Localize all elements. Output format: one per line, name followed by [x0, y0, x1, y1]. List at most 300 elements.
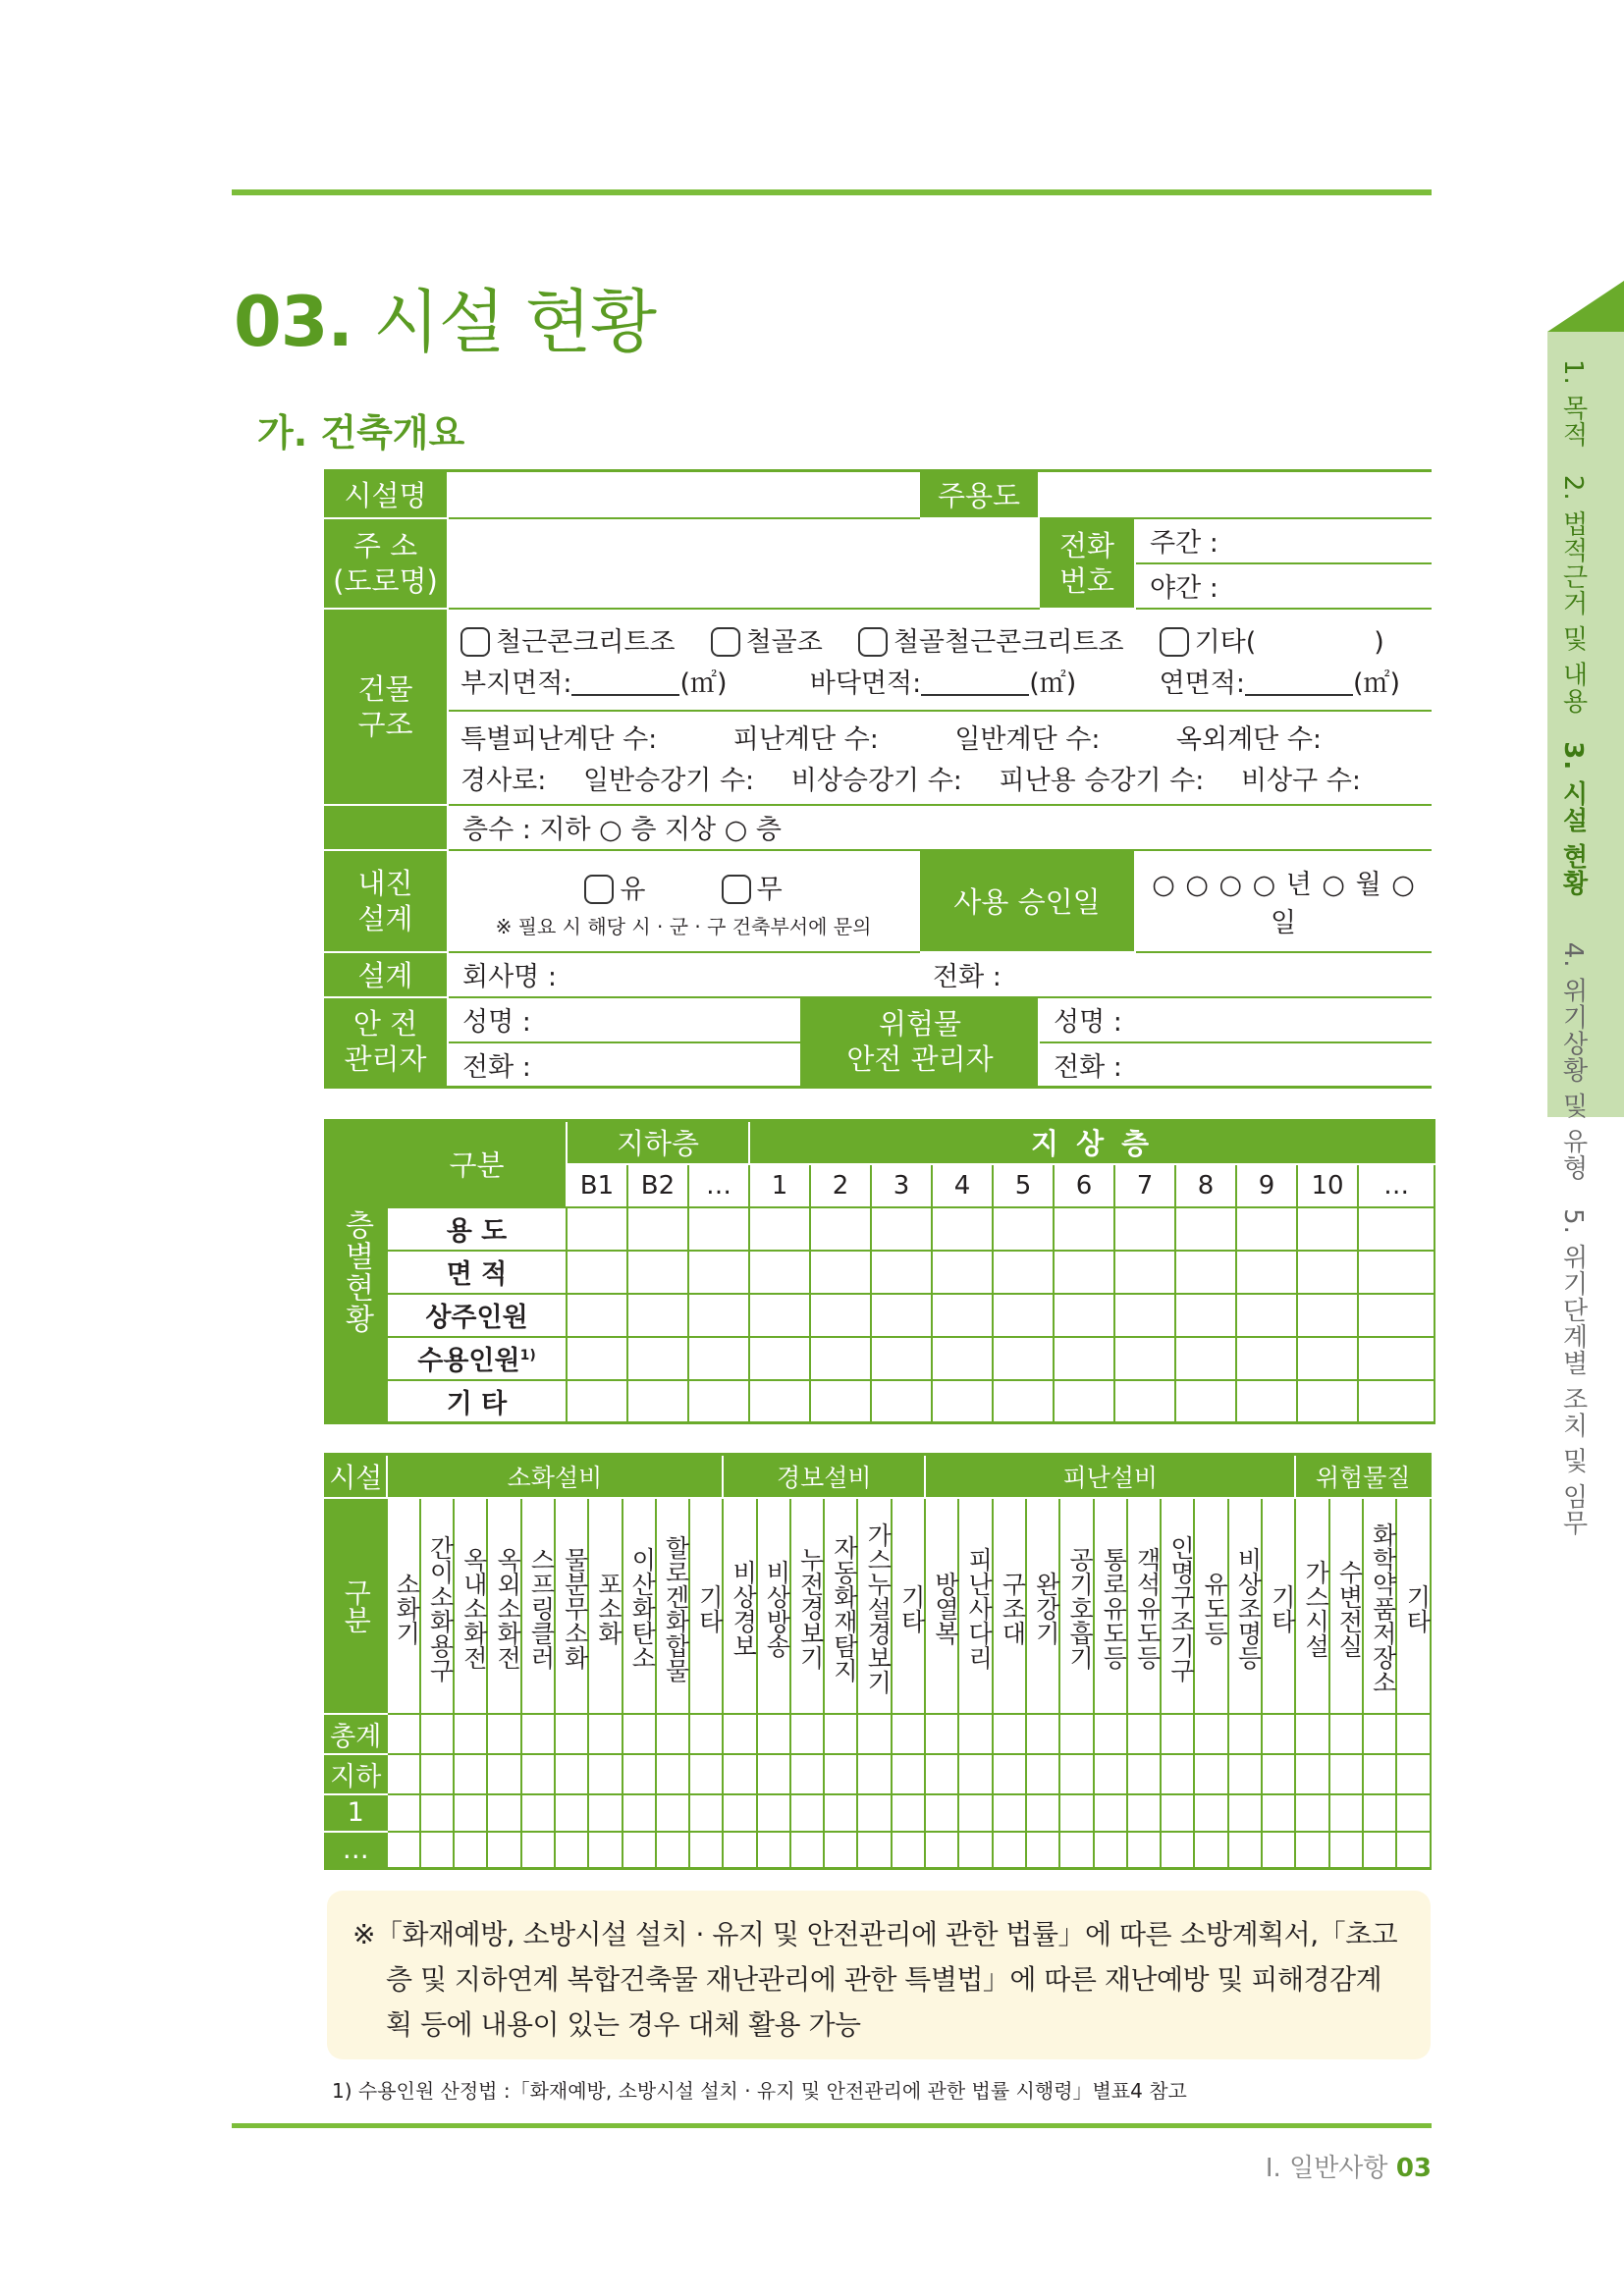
facility-cell[interactable] — [555, 1794, 588, 1832]
facility-cell[interactable] — [555, 1832, 588, 1869]
floor-area-field[interactable] — [810, 662, 1077, 700]
facility-cell[interactable] — [656, 1754, 689, 1794]
facility-cell[interactable] — [420, 1754, 454, 1794]
facility-cell[interactable] — [1026, 1754, 1059, 1794]
floor-cell[interactable] — [871, 1380, 932, 1423]
facility-cell[interactable] — [1161, 1714, 1194, 1754]
floor-row-label: 용 도 — [387, 1207, 567, 1251]
floor-cell[interactable] — [567, 1337, 627, 1380]
side-tab-item-2[interactable]: 2. 법적근거 및 내용 — [1558, 474, 1588, 715]
facility-cell[interactable] — [857, 1754, 891, 1794]
facility-cell[interactable] — [487, 1754, 520, 1794]
facility-cell[interactable] — [993, 1714, 1026, 1754]
facility-row-label: 1 — [325, 1794, 387, 1832]
facility-cell[interactable] — [555, 1714, 588, 1754]
floor-cell[interactable] — [932, 1337, 993, 1380]
facility-cell[interactable] — [892, 1832, 925, 1869]
facility-cell[interactable] — [1396, 1714, 1431, 1754]
floor-cell[interactable] — [749, 1294, 810, 1337]
facility-cell[interactable] — [1059, 1832, 1093, 1869]
facility-column-header: 누전경보기 — [790, 1498, 824, 1714]
facility-cell[interactable] — [757, 1714, 790, 1754]
facility-cell[interactable] — [387, 1754, 420, 1794]
floor-cell[interactable] — [1054, 1337, 1114, 1380]
facility-cell[interactable] — [1363, 1832, 1396, 1869]
ground-col-7: 7 — [1114, 1164, 1175, 1207]
facility-cell[interactable] — [521, 1754, 555, 1794]
facility-cell[interactable] — [1127, 1832, 1161, 1869]
site-area-field[interactable] — [460, 662, 728, 700]
note-text: ※「화재예방, 소방시설 설치 · 유지 및 안전관리에 관한 법률」에 따른 소방계획서,「초고층 및 지하연계 복합건축물 재난관리에 관한 특별법」에 따른 재난예방 및 피해경감계획 등에 내용이 있는 경우 대체 활용 가능 — [352, 1918, 1398, 2041]
facility-cell[interactable] — [1262, 1714, 1295, 1754]
floor-row-use — [325, 1207, 1435, 1251]
basement-col-b2: B2 — [627, 1164, 688, 1207]
facility-cell[interactable] — [387, 1794, 420, 1832]
floor-cell[interactable] — [871, 1251, 932, 1294]
facility-cell[interactable] — [1194, 1714, 1227, 1754]
facility-cell[interactable] — [958, 1832, 992, 1869]
facility-cell[interactable] — [1127, 1754, 1161, 1794]
facility-cell[interactable] — [790, 1832, 824, 1869]
structure-label-line2: 구조 — [357, 707, 413, 741]
floor-cell[interactable] — [810, 1380, 871, 1423]
facility-cell[interactable] — [1026, 1714, 1059, 1754]
elevator-field[interactable]: 일반승강기 수: — [582, 766, 755, 796]
floor-cell[interactable] — [1114, 1294, 1175, 1337]
facility-cell[interactable] — [454, 1714, 487, 1754]
facility-cell[interactable] — [958, 1754, 992, 1794]
seismic-label — [324, 850, 448, 952]
facility-cell[interactable] — [1059, 1754, 1093, 1794]
floor-cell[interactable] — [749, 1207, 810, 1251]
ground-header: 지 상 층 — [749, 1121, 1435, 1164]
floor-cell[interactable] — [627, 1294, 688, 1337]
ramp-field[interactable]: 경사로: — [460, 766, 547, 796]
floor-cell[interactable] — [993, 1380, 1054, 1423]
facility-cell[interactable] — [757, 1794, 790, 1832]
approval-date-value[interactable]: ○ ○ ○ ○ 년 ○ 월 ○ 일 — [1135, 850, 1432, 952]
seismic-yes-checkbox[interactable] — [584, 875, 614, 904]
facility-cell[interactable] — [824, 1714, 857, 1754]
floor-cell[interactable] — [1114, 1337, 1175, 1380]
floor-cell[interactable] — [688, 1251, 749, 1294]
facility-cell[interactable] — [790, 1754, 824, 1794]
floor-cell[interactable] — [932, 1380, 993, 1423]
facility-cell[interactable] — [857, 1832, 891, 1869]
side-tab-item-4[interactable]: 4. 위기상황 및 유형 — [1558, 941, 1588, 1182]
facility-cell[interactable] — [958, 1714, 992, 1754]
floor-cell[interactable] — [810, 1337, 871, 1380]
facility-cell[interactable] — [588, 1832, 622, 1869]
floor-cell[interactable] — [1175, 1294, 1236, 1337]
facility-cell[interactable] — [454, 1754, 487, 1794]
facility-cell[interactable] — [1026, 1832, 1059, 1869]
facility-column-header: 물분무소화 — [555, 1498, 588, 1714]
day-phone-field[interactable]: 주간 : — [1135, 518, 1432, 563]
footnote: 1) 수용인원 산정법 :「화재예방, 소방시설 설치 · 유지 및 안전관리에 관한 법률 시행령」별표4 참고 — [332, 2079, 1187, 2103]
facility-cell[interactable] — [925, 1754, 958, 1794]
facility-cell[interactable] — [1329, 1754, 1363, 1794]
seismic-yes[interactable] — [584, 875, 645, 905]
chapter-side-tab — [1547, 281, 1624, 1536]
seismic-cell — [448, 850, 919, 952]
facility-cell[interactable] — [1059, 1794, 1093, 1832]
facility-cell[interactable] — [1026, 1794, 1059, 1832]
floor-cell[interactable] — [1175, 1251, 1236, 1294]
facility-cell[interactable] — [555, 1754, 588, 1794]
facility-cell[interactable] — [1262, 1754, 1295, 1794]
floor-area-unit: (㎡) — [1029, 668, 1077, 699]
floor-cell[interactable] — [1236, 1380, 1297, 1423]
facility-cell[interactable] — [1127, 1714, 1161, 1754]
night-phone-field[interactable]: 야간 : — [1135, 563, 1432, 609]
approval-date-label: 사용 승인일 — [919, 850, 1135, 952]
floor-cell[interactable] — [1358, 1380, 1435, 1423]
address-field[interactable] — [448, 518, 1039, 609]
facility-cell[interactable] — [1094, 1832, 1127, 1869]
floor-cell[interactable] — [1114, 1380, 1175, 1423]
facility-cell[interactable] — [588, 1714, 622, 1754]
facility-cell[interactable] — [1161, 1832, 1194, 1869]
floor-row-area — [325, 1251, 1435, 1294]
other-label: 기타( — [1194, 627, 1257, 658]
facility-column-header: 이산화탄소 — [623, 1498, 656, 1714]
other-checkbox[interactable] — [1160, 627, 1189, 657]
facility-cell[interactable] — [1262, 1794, 1295, 1832]
facility-cell[interactable] — [1059, 1714, 1093, 1754]
total-area-label: 연면적: — [1159, 668, 1245, 699]
hazmat-label-line1: 위험물 — [878, 1007, 962, 1041]
facility-cell[interactable] — [487, 1714, 520, 1754]
floor-cell[interactable] — [810, 1251, 871, 1294]
facility-cell[interactable] — [387, 1832, 420, 1869]
facility-cell[interactable] — [892, 1794, 925, 1832]
facility-cell[interactable] — [1094, 1794, 1127, 1832]
structure-type-other[interactable] — [1160, 620, 1384, 659]
emergency-exit-field[interactable]: 비상구 수: — [1240, 766, 1361, 796]
facility-cell[interactable] — [689, 1794, 723, 1832]
floor-cell[interactable] — [627, 1337, 688, 1380]
facility-cell[interactable] — [623, 1794, 656, 1832]
floor-cell[interactable] — [810, 1294, 871, 1337]
floor-cell[interactable] — [932, 1294, 993, 1337]
floor-cell[interactable] — [810, 1207, 871, 1251]
facility-cell[interactable] — [824, 1754, 857, 1794]
floor-cell[interactable] — [1114, 1207, 1175, 1251]
floor-cell[interactable] — [749, 1251, 810, 1294]
floor-cell[interactable] — [993, 1207, 1054, 1251]
group-alarm: 경보설비 — [723, 1455, 925, 1498]
facility-column-header: 간이소화용구 — [420, 1498, 454, 1714]
floor-cell[interactable] — [993, 1251, 1054, 1294]
facility-cell[interactable] — [1396, 1754, 1431, 1794]
facility-cell[interactable] — [1363, 1754, 1396, 1794]
floor-cell[interactable] — [567, 1207, 627, 1251]
facility-column-header: 가스누설경보기 — [857, 1498, 891, 1714]
facility-cell[interactable] — [420, 1832, 454, 1869]
structure-type-steel[interactable] — [711, 620, 823, 659]
facility-cell[interactable] — [689, 1832, 723, 1869]
facility-cell[interactable] — [1094, 1754, 1127, 1794]
side-tab-item-3[interactable]: 3. 시설 현황 — [1558, 741, 1588, 897]
floor-cell[interactable] — [871, 1207, 932, 1251]
facility-cell[interactable] — [521, 1794, 555, 1832]
section-number: 03. — [234, 282, 353, 362]
section-title-text: 시설 현황 — [373, 282, 657, 362]
floor-cell[interactable] — [1236, 1294, 1297, 1337]
phone-label-line1: 전화 — [1059, 528, 1115, 562]
group-fire-extinguishing: 소화설비 — [387, 1455, 724, 1498]
structure-type-src[interactable] — [858, 620, 1124, 659]
floor-cell[interactable] — [1297, 1251, 1358, 1294]
seismic-no-label: 무 — [756, 875, 783, 905]
facility-cell[interactable] — [892, 1754, 925, 1794]
facility-cell[interactable] — [757, 1832, 790, 1869]
facility-name-field[interactable] — [448, 471, 919, 518]
company-field[interactable]: 회사명 : — [448, 952, 919, 997]
total-area-field[interactable] — [1160, 662, 1400, 700]
hazmat-phone-field[interactable]: 전화 : — [1039, 1042, 1432, 1088]
note-box — [327, 1891, 1431, 2059]
facility-cell[interactable] — [1295, 1794, 1328, 1832]
ground-col-8: 8 — [1175, 1164, 1236, 1207]
facility-cell[interactable] — [1396, 1832, 1431, 1869]
floor-cell[interactable] — [1054, 1380, 1114, 1423]
facility-cell[interactable] — [588, 1754, 622, 1794]
facility-cell[interactable] — [857, 1714, 891, 1754]
seismic-yes-label: 유 — [620, 875, 646, 905]
facility-row-label: 지하 — [325, 1754, 387, 1794]
facility-cell[interactable] — [958, 1794, 992, 1832]
facility-cell[interactable] — [454, 1794, 487, 1832]
facility-cell[interactable] — [790, 1794, 824, 1832]
floor-cell[interactable] — [627, 1380, 688, 1423]
outdoor-stairs-field[interactable]: 옥외계단 수: — [1175, 724, 1322, 755]
facility-column-header: 객석유도등 — [1127, 1498, 1161, 1714]
floor-cell[interactable] — [871, 1337, 932, 1380]
floor-row-residents — [325, 1294, 1435, 1337]
floors-count-field[interactable]: 층수 : 지하 ○ 층 지상 ○ 층 — [448, 805, 1432, 850]
facility-cell[interactable] — [656, 1794, 689, 1832]
normal-stairs-field[interactable]: 일반계단 수: — [954, 724, 1101, 755]
floor-cell[interactable] — [1297, 1207, 1358, 1251]
facility-cell[interactable] — [1295, 1754, 1328, 1794]
facility-column-header: 가스시설 — [1295, 1498, 1328, 1714]
floor-row-label: 상주인원 — [387, 1294, 567, 1337]
floor-cell[interactable] — [1175, 1207, 1236, 1251]
facility-cell[interactable] — [723, 1832, 756, 1869]
facility-cell[interactable] — [487, 1832, 520, 1869]
facility-column-header: 할로겐화합물 — [656, 1498, 689, 1714]
facility-data-row — [325, 1832, 1431, 1869]
facility-cell[interactable] — [790, 1714, 824, 1754]
facility-cell[interactable] — [1396, 1794, 1431, 1832]
facility-cell[interactable] — [757, 1754, 790, 1794]
floor-cell[interactable] — [993, 1337, 1054, 1380]
facility-cell[interactable] — [623, 1832, 656, 1869]
facility-cell[interactable] — [1329, 1794, 1363, 1832]
ground-col-5: 5 — [993, 1164, 1054, 1207]
facility-cell[interactable] — [1094, 1714, 1127, 1754]
facility-cell[interactable] — [1329, 1714, 1363, 1754]
steel-checkbox[interactable] — [711, 627, 740, 657]
structure-label-cont — [324, 805, 448, 850]
floor-cell[interactable] — [567, 1380, 627, 1423]
facility-cell[interactable] — [1295, 1832, 1328, 1869]
floor-cell[interactable] — [932, 1251, 993, 1294]
evac-stairs-field[interactable]: 피난계단 수: — [732, 724, 879, 755]
evac-elevator-field[interactable]: 피난용 승강기 수: — [999, 766, 1205, 796]
stairs-cell — [448, 711, 1432, 805]
side-tab-nav — [1555, 359, 1592, 1536]
design-label: 설계 — [324, 952, 448, 997]
facility-cell[interactable] — [824, 1794, 857, 1832]
structure-type-rc[interactable] — [460, 620, 676, 659]
facility-cell[interactable] — [588, 1794, 622, 1832]
floor-cell[interactable] — [1236, 1207, 1297, 1251]
floor-cell[interactable] — [1297, 1380, 1358, 1423]
facility-cell[interactable] — [1228, 1832, 1262, 1869]
floor-cell[interactable] — [567, 1294, 627, 1337]
facility-cell[interactable] — [892, 1714, 925, 1754]
seismic-label-line1: 내진 — [357, 866, 413, 900]
facility-cell[interactable] — [993, 1794, 1026, 1832]
facility-cell[interactable] — [723, 1754, 756, 1794]
floor-cell[interactable] — [932, 1207, 993, 1251]
facility-cell[interactable] — [723, 1714, 756, 1754]
floor-cell[interactable] — [627, 1251, 688, 1294]
floor-row-other — [325, 1380, 1435, 1423]
facility-cell[interactable] — [1161, 1754, 1194, 1794]
seismic-no-checkbox[interactable] — [722, 875, 751, 904]
group-hazardous: 위험물질 — [1295, 1455, 1431, 1498]
floor-cell[interactable] — [627, 1207, 688, 1251]
facility-cell[interactable] — [1228, 1714, 1262, 1754]
facility-cell[interactable] — [1262, 1832, 1295, 1869]
floor-cell[interactable] — [749, 1380, 810, 1423]
facility-cell[interactable] — [1194, 1754, 1227, 1794]
facility-column-header: 스프링클러 — [521, 1498, 555, 1714]
phone-number-label — [1039, 518, 1135, 609]
facility-cell[interactable] — [521, 1832, 555, 1869]
facility-cell[interactable] — [420, 1794, 454, 1832]
floor-cell[interactable] — [1054, 1207, 1114, 1251]
facility-cell[interactable] — [454, 1832, 487, 1869]
floor-cell[interactable] — [1358, 1337, 1435, 1380]
facility-cell[interactable] — [925, 1714, 958, 1754]
floor-cell[interactable] — [1054, 1251, 1114, 1294]
side-tab-item-5[interactable]: 5. 위기단계별 조치 및 임무 — [1558, 1208, 1588, 1536]
ground-col-1: 1 — [749, 1164, 810, 1207]
facility-cell[interactable] — [1363, 1714, 1396, 1754]
facility-cell[interactable] — [993, 1832, 1026, 1869]
ground-col-6: 6 — [1054, 1164, 1114, 1207]
address-label-line1: 주 소 — [352, 528, 418, 562]
facility-cell[interactable] — [925, 1832, 958, 1869]
floor-cell[interactable] — [1236, 1251, 1297, 1294]
facility-cell[interactable] — [1194, 1794, 1227, 1832]
facility-cell[interactable] — [1329, 1832, 1363, 1869]
facility-cell[interactable] — [1194, 1832, 1227, 1869]
floor-cell[interactable] — [1175, 1380, 1236, 1423]
floor-cell[interactable] — [688, 1207, 749, 1251]
floor-cell[interactable] — [993, 1294, 1054, 1337]
facility-cell[interactable] — [723, 1794, 756, 1832]
side-tab-item-1[interactable]: 1. 목적 — [1558, 359, 1588, 449]
design-phone-field[interactable]: 전화 : — [919, 952, 1432, 997]
floor-status-side-label: 층별현황 — [325, 1121, 387, 1423]
floor-cell[interactable] — [871, 1294, 932, 1337]
floor-cell[interactable] — [688, 1294, 749, 1337]
floor-cell[interactable] — [688, 1380, 749, 1423]
facility-cell[interactable] — [623, 1754, 656, 1794]
facility-column-header: 방열복 — [925, 1498, 958, 1714]
main-use-field[interactable] — [1039, 471, 1432, 518]
floor-cell[interactable] — [1358, 1251, 1435, 1294]
basement-header: 지하층 — [567, 1121, 749, 1164]
facility-cell[interactable] — [656, 1832, 689, 1869]
special-stairs-field[interactable]: 특별피난계단 수: — [460, 724, 658, 755]
facility-cell[interactable] — [387, 1714, 420, 1754]
floor-cell[interactable] — [1297, 1337, 1358, 1380]
floor-cell[interactable] — [567, 1251, 627, 1294]
floor-cell[interactable] — [1114, 1251, 1175, 1294]
safety-phone-field[interactable]: 전화 : — [448, 1042, 801, 1088]
safety-name-field[interactable]: 성명 : — [448, 997, 801, 1042]
emergency-elevator-field[interactable]: 비상승강기 수: — [790, 766, 962, 796]
facility-column-header: 완강기 — [1026, 1498, 1059, 1714]
structure-types-cell — [448, 609, 1432, 711]
facility-data-row — [325, 1714, 1431, 1754]
facility-cell[interactable] — [689, 1714, 723, 1754]
floor-cell[interactable] — [688, 1337, 749, 1380]
facility-cell[interactable] — [1228, 1794, 1262, 1832]
hazmat-name-field[interactable]: 성명 : — [1039, 997, 1432, 1042]
seismic-no[interactable] — [722, 875, 783, 905]
facility-cell[interactable] — [487, 1794, 520, 1832]
facility-cell[interactable] — [1228, 1754, 1262, 1794]
floor-cell[interactable] — [1236, 1337, 1297, 1380]
ground-col-10: 10 — [1297, 1164, 1358, 1207]
floor-cell[interactable] — [749, 1337, 810, 1380]
facility-column-header: 소화기 — [387, 1498, 420, 1714]
facility-cell[interactable] — [857, 1794, 891, 1832]
facility-cell[interactable] — [993, 1754, 1026, 1794]
facility-cell[interactable] — [1127, 1794, 1161, 1832]
top-rule — [232, 189, 1432, 195]
floor-cell[interactable] — [1054, 1294, 1114, 1337]
rc-checkbox[interactable] — [460, 627, 490, 657]
facility-cell[interactable] — [925, 1794, 958, 1832]
facility-column-header: 기타 — [1262, 1498, 1295, 1714]
facility-cell[interactable] — [689, 1754, 723, 1794]
facility-cell[interactable] — [1161, 1794, 1194, 1832]
floor-cell[interactable] — [1175, 1337, 1236, 1380]
floor-cell[interactable] — [1297, 1294, 1358, 1337]
facility-cell[interactable] — [521, 1714, 555, 1754]
floor-cell[interactable] — [1358, 1294, 1435, 1337]
facility-cell[interactable] — [623, 1714, 656, 1754]
floor-cell[interactable] — [1358, 1207, 1435, 1251]
src-checkbox[interactable] — [858, 627, 888, 657]
facility-cell[interactable] — [1295, 1714, 1328, 1754]
facility-column-header: 기타 — [1396, 1498, 1431, 1714]
facility-cell[interactable] — [656, 1714, 689, 1754]
facility-cell[interactable] — [420, 1714, 454, 1754]
facility-cell[interactable] — [824, 1832, 857, 1869]
facility-cell[interactable] — [1363, 1794, 1396, 1832]
hazmat-label-line2: 안전 관리자 — [846, 1042, 994, 1077]
